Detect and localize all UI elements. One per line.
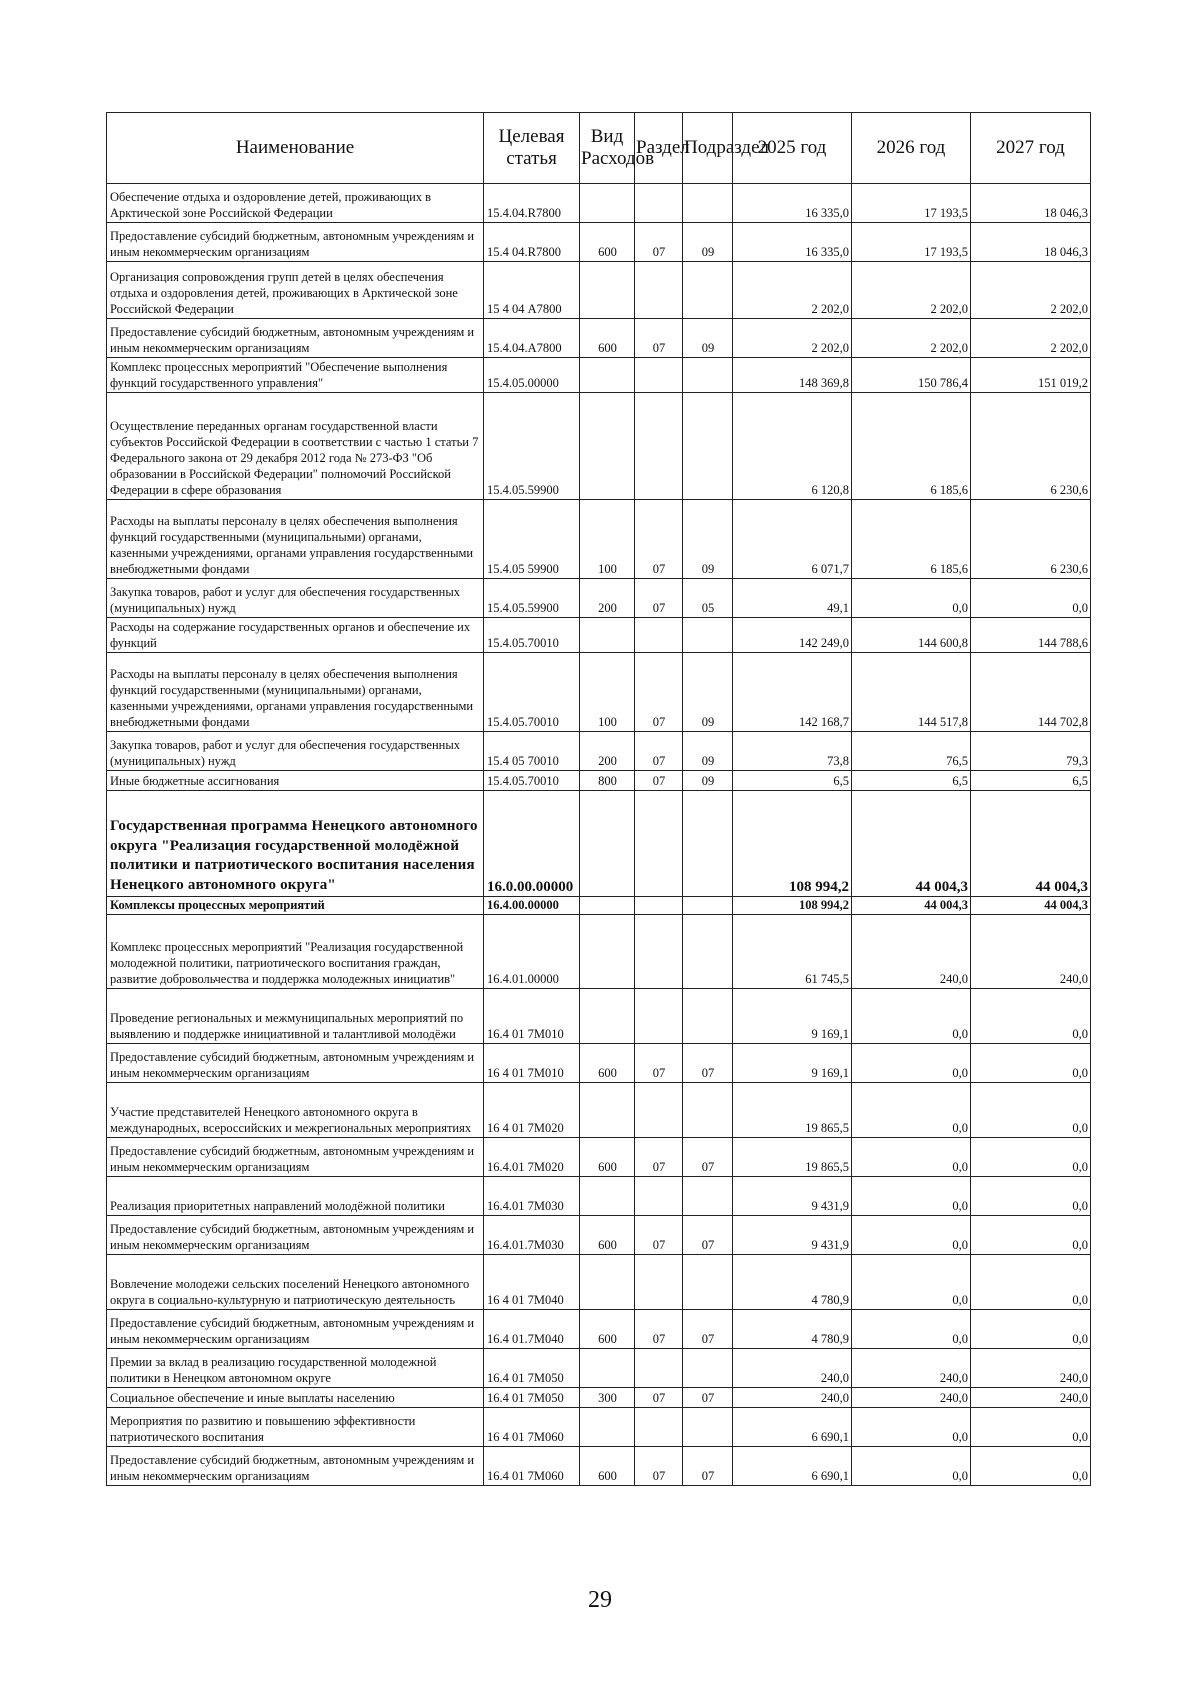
row-target-code: 15.4.04.R7800 (484, 184, 580, 223)
row-value-2025: 142 168,7 (733, 653, 852, 732)
row-section (635, 262, 683, 319)
row-section: 07 (635, 1388, 683, 1408)
row-value-2026: 0,0 (852, 1447, 971, 1486)
table-row (107, 771, 1091, 791)
row-section: 07 (635, 732, 683, 771)
row-value-2025: 4 780,9 (733, 1255, 852, 1310)
table-row (107, 1216, 1091, 1255)
row-subsection (683, 393, 733, 500)
row-value-2026: 6 185,6 (852, 500, 971, 579)
row-name: Предоставление субсидий бюджетным, автономным учреждениям и иным некоммерческим организациям (107, 1216, 484, 1255)
table-row (107, 1349, 1091, 1388)
row-section: 07 (635, 1310, 683, 1349)
row-value-2027: 0,0 (971, 1138, 1091, 1177)
row-expense-type (580, 915, 635, 989)
row-value-2027: 18 046,3 (971, 223, 1091, 262)
row-section: 07 (635, 1216, 683, 1255)
row-name: Участие представителей Ненецкого автономного округа в международных, всероссийских и межрегиональных мероприятиях (107, 1083, 484, 1138)
row-target-code: 16.4 01 7М050 (484, 1349, 580, 1388)
row-name: Иные бюджетные ассигнования (107, 771, 484, 791)
row-target-code: 16 4 01 7М040 (484, 1255, 580, 1310)
row-subsection: 07 (683, 1044, 733, 1083)
row-target-code: 15.4.05 59900 (484, 500, 580, 579)
row-section: 07 (635, 1044, 683, 1083)
row-subsection (683, 915, 733, 989)
row-target-code: 16 4 01 7М060 (484, 1408, 580, 1447)
row-value-2027: 44 004,3 (971, 791, 1091, 897)
row-expense-type (580, 1255, 635, 1310)
row-value-2025: 108 994,2 (733, 791, 852, 897)
row-value-2026: 44 004,3 (852, 897, 971, 915)
row-name: Обеспечение отдыха и оздоровление детей, проживающих в Арктической зоне Российской Федерации (107, 184, 484, 223)
row-target-code: 16.0.00.00000 (484, 791, 580, 897)
row-name: Расходы на содержание государственных органов и обеспечение их функций (107, 618, 484, 653)
row-value-2026: 0,0 (852, 1138, 971, 1177)
row-section (635, 791, 683, 897)
row-subsection (683, 184, 733, 223)
row-section: 07 (635, 500, 683, 579)
row-section (635, 358, 683, 393)
row-subsection: 09 (683, 319, 733, 358)
row-name: Предоставление субсидий бюджетным, автономным учреждениям и иным некоммерческим организациям (107, 1447, 484, 1486)
row-value-2026: 17 193,5 (852, 184, 971, 223)
row-target-code: 15.4.04.А7800 (484, 319, 580, 358)
table-row (107, 1447, 1091, 1486)
table-row (107, 1408, 1091, 1447)
table-row (107, 791, 1091, 897)
row-value-2025: 6 120,8 (733, 393, 852, 500)
table-row (107, 1044, 1091, 1083)
col-header-expense-type: Вид Расходов (580, 113, 635, 184)
row-target-code: 16.4.01 7М030 (484, 1177, 580, 1216)
row-value-2026: 240,0 (852, 1349, 971, 1388)
row-subsection (683, 791, 733, 897)
row-target-code: 15.4 05 70010 (484, 732, 580, 771)
row-target-code: 15.4.05.70010 (484, 653, 580, 732)
row-value-2027: 0,0 (971, 579, 1091, 618)
row-value-2026: 150 786,4 (852, 358, 971, 393)
row-value-2026: 6 185,6 (852, 393, 971, 500)
table-header-row (107, 113, 1091, 184)
row-value-2025: 16 335,0 (733, 184, 852, 223)
table-row (107, 223, 1091, 262)
row-expense-type (580, 358, 635, 393)
row-target-code: 15.4.05.70010 (484, 618, 580, 653)
table-row (107, 989, 1091, 1044)
row-subsection (683, 358, 733, 393)
row-subsection: 09 (683, 500, 733, 579)
row-target-code: 16.4 01 7М050 (484, 1388, 580, 1408)
row-subsection: 09 (683, 732, 733, 771)
row-value-2025: 6 690,1 (733, 1447, 852, 1486)
row-value-2027: 0,0 (971, 1447, 1091, 1486)
table-row (107, 500, 1091, 579)
table-row (107, 897, 1091, 915)
row-value-2027: 0,0 (971, 1177, 1091, 1216)
row-expense-type (580, 1177, 635, 1216)
row-subsection (683, 1177, 733, 1216)
row-value-2026: 144 517,8 (852, 653, 971, 732)
row-name: Предоставление субсидий бюджетным, автономным учреждениям и иным некоммерческим организациям (107, 1044, 484, 1083)
row-target-code: 15.4 04.R7800 (484, 223, 580, 262)
row-value-2026: 0,0 (852, 1216, 971, 1255)
row-value-2025: 240,0 (733, 1388, 852, 1408)
row-section: 07 (635, 579, 683, 618)
row-value-2025: 9 169,1 (733, 1044, 852, 1083)
row-value-2026: 0,0 (852, 1255, 971, 1310)
table-row (107, 1138, 1091, 1177)
col-header-section: Раздел (635, 113, 683, 184)
row-value-2027: 144 702,8 (971, 653, 1091, 732)
row-target-code: 15.4.05.59900 (484, 393, 580, 500)
table-row (107, 393, 1091, 500)
row-value-2027: 2 202,0 (971, 319, 1091, 358)
row-value-2026: 2 202,0 (852, 262, 971, 319)
row-value-2025: 6 071,7 (733, 500, 852, 579)
row-name: Расходы на выплаты персоналу в целях обеспечения выполнения функций государственными (муниципальными) органами, казенными учреждениями, органами управления государственными внебюджетными фондами (107, 653, 484, 732)
row-expense-type: 200 (580, 579, 635, 618)
table-row (107, 1083, 1091, 1138)
row-expense-type (580, 618, 635, 653)
row-value-2025: 2 202,0 (733, 319, 852, 358)
row-expense-type: 200 (580, 732, 635, 771)
row-name: Реализация приоритетных направлений молодёжной политики (107, 1177, 484, 1216)
row-value-2027: 18 046,3 (971, 184, 1091, 223)
row-value-2025: 148 369,8 (733, 358, 852, 393)
row-target-code: 16.4.01 7М020 (484, 1138, 580, 1177)
row-subsection: 09 (683, 653, 733, 732)
row-name: Организация сопровождения групп детей в целях обеспечения отдыха и оздоровления детей, проживающих в Арктической зоне Российской Федерации (107, 262, 484, 319)
row-value-2027: 151 019,2 (971, 358, 1091, 393)
table-body (107, 184, 1091, 1486)
row-value-2027: 79,3 (971, 732, 1091, 771)
row-value-2026: 0,0 (852, 1177, 971, 1216)
row-value-2027: 0,0 (971, 1216, 1091, 1255)
row-section (635, 1083, 683, 1138)
row-name: Закупка товаров, работ и услуг для обеспечения государственных (муниципальных) нужд (107, 579, 484, 618)
row-value-2025: 240,0 (733, 1349, 852, 1388)
row-value-2025: 49,1 (733, 579, 852, 618)
row-target-code: 16.4 01.7М040 (484, 1310, 580, 1349)
row-value-2025: 108 994,2 (733, 897, 852, 915)
row-value-2027: 2 202,0 (971, 262, 1091, 319)
row-value-2026: 0,0 (852, 1310, 971, 1349)
page-number: 29 (588, 1587, 612, 1613)
row-expense-type: 300 (580, 1388, 635, 1408)
row-value-2027: 6,5 (971, 771, 1091, 791)
row-expense-type (580, 897, 635, 915)
row-name: Предоставление субсидий бюджетным, автономным учреждениям и иным некоммерческим организациям (107, 1310, 484, 1349)
col-header-2025: 2025 год (733, 113, 852, 184)
row-value-2026: 0,0 (852, 989, 971, 1044)
row-value-2026: 144 600,8 (852, 618, 971, 653)
row-subsection (683, 1083, 733, 1138)
row-subsection: 07 (683, 1216, 733, 1255)
row-target-code: 16 4 01 7М020 (484, 1083, 580, 1138)
table-row (107, 915, 1091, 989)
row-section (635, 915, 683, 989)
row-expense-type: 600 (580, 1447, 635, 1486)
row-subsection: 07 (683, 1310, 733, 1349)
row-section (635, 184, 683, 223)
row-subsection: 09 (683, 223, 733, 262)
row-section: 07 (635, 223, 683, 262)
table-row (107, 319, 1091, 358)
row-value-2025: 142 249,0 (733, 618, 852, 653)
row-subsection (683, 989, 733, 1044)
table-row (107, 618, 1091, 653)
row-value-2027: 0,0 (971, 1083, 1091, 1138)
row-section: 07 (635, 771, 683, 791)
row-target-code: 15.4.05.70010 (484, 771, 580, 791)
row-subsection (683, 262, 733, 319)
row-section (635, 989, 683, 1044)
row-expense-type (580, 1083, 635, 1138)
row-value-2025: 73,8 (733, 732, 852, 771)
row-value-2027: 240,0 (971, 1388, 1091, 1408)
row-section (635, 897, 683, 915)
row-name: Комплексы процессных мероприятий (107, 897, 484, 915)
row-expense-type (580, 1349, 635, 1388)
row-value-2026: 240,0 (852, 915, 971, 989)
row-value-2026: 76,5 (852, 732, 971, 771)
row-value-2025: 4 780,9 (733, 1310, 852, 1349)
row-target-code: 15 4 04 А7800 (484, 262, 580, 319)
row-expense-type: 800 (580, 771, 635, 791)
row-subsection (683, 618, 733, 653)
row-target-code: 16.4.00.00000 (484, 897, 580, 915)
row-name: Предоставление субсидий бюджетным, автономным учреждениям и иным некоммерческим организациям (107, 223, 484, 262)
table-row (107, 732, 1091, 771)
row-subsection: 05 (683, 579, 733, 618)
col-header-name: Наименование (107, 113, 484, 184)
row-expense-type: 600 (580, 1044, 635, 1083)
row-subsection: 09 (683, 771, 733, 791)
row-expense-type (580, 262, 635, 319)
row-value-2025: 6 690,1 (733, 1408, 852, 1447)
row-expense-type (580, 989, 635, 1044)
row-section (635, 1349, 683, 1388)
row-value-2025: 19 865,5 (733, 1138, 852, 1177)
row-expense-type (580, 1408, 635, 1447)
row-value-2027: 0,0 (971, 1255, 1091, 1310)
row-target-code: 15.4.05.00000 (484, 358, 580, 393)
row-target-code: 16.4 01 7М060 (484, 1447, 580, 1486)
row-value-2027: 6 230,6 (971, 393, 1091, 500)
col-header-target: Целевая статья (484, 113, 580, 184)
row-target-code: 16.4.01.7М030 (484, 1216, 580, 1255)
col-header-2026: 2026 год (852, 113, 971, 184)
table-row (107, 262, 1091, 319)
row-value-2027: 44 004,3 (971, 897, 1091, 915)
row-name: Социальное обеспечение и иные выплаты населению (107, 1388, 484, 1408)
table-row (107, 653, 1091, 732)
row-value-2025: 6,5 (733, 771, 852, 791)
row-expense-type (580, 393, 635, 500)
row-name: Комплекс процессных мероприятий "Обеспечение выполнения функций государственного управления" (107, 358, 484, 393)
row-value-2026: 0,0 (852, 579, 971, 618)
row-value-2026: 240,0 (852, 1388, 971, 1408)
row-expense-type: 600 (580, 319, 635, 358)
row-expense-type: 100 (580, 500, 635, 579)
row-value-2027: 0,0 (971, 1408, 1091, 1447)
row-value-2026: 44 004,3 (852, 791, 971, 897)
row-value-2027: 240,0 (971, 1349, 1091, 1388)
table-row (107, 358, 1091, 393)
row-expense-type (580, 184, 635, 223)
row-value-2025: 9 431,9 (733, 1216, 852, 1255)
row-section: 07 (635, 653, 683, 732)
row-value-2026: 0,0 (852, 1408, 971, 1447)
budget-table (106, 112, 1091, 1486)
row-subsection: 07 (683, 1388, 733, 1408)
row-expense-type: 600 (580, 1216, 635, 1255)
table-row (107, 1388, 1091, 1408)
row-value-2027: 0,0 (971, 1310, 1091, 1349)
row-section: 07 (635, 1138, 683, 1177)
row-name: Предоставление субсидий бюджетным, автономным учреждениям и иным некоммерческим организациям (107, 319, 484, 358)
table-row (107, 184, 1091, 223)
row-subsection: 07 (683, 1447, 733, 1486)
row-value-2025: 16 335,0 (733, 223, 852, 262)
row-section (635, 1177, 683, 1216)
row-value-2025: 9 169,1 (733, 989, 852, 1044)
row-expense-type: 600 (580, 1310, 635, 1349)
row-target-code: 15.4.05.59900 (484, 579, 580, 618)
row-subsection (683, 1255, 733, 1310)
row-subsection (683, 897, 733, 915)
table-row (107, 1255, 1091, 1310)
row-subsection (683, 1408, 733, 1447)
row-expense-type (580, 791, 635, 897)
row-value-2026: 0,0 (852, 1044, 971, 1083)
row-expense-type: 100 (580, 653, 635, 732)
row-value-2027: 144 788,6 (971, 618, 1091, 653)
row-value-2025: 19 865,5 (733, 1083, 852, 1138)
row-name: Комплекс процессных мероприятий "Реализация государственной молодежной политики, патриотического воспитания граждан, развитие добровольчества и поддержка молодежных инициатив" (107, 915, 484, 989)
row-name: Вовлечение молодежи сельских поселений Ненецкого автономного округа в социально-культурную и патриотическую деятельность (107, 1255, 484, 1310)
row-value-2026: 6,5 (852, 771, 971, 791)
row-value-2025: 2 202,0 (733, 262, 852, 319)
row-name: Предоставление субсидий бюджетным, автономным учреждениям и иным некоммерческим организациям (107, 1138, 484, 1177)
row-value-2027: 0,0 (971, 989, 1091, 1044)
row-section (635, 393, 683, 500)
row-value-2027: 0,0 (971, 1044, 1091, 1083)
row-target-code: 16.4.01.00000 (484, 915, 580, 989)
row-name: Расходы на выплаты персоналу в целях обеспечения выполнения функций государственными (муниципальными) органами, казенными учреждениями, органами управления государственными внебюджетными фондами (107, 500, 484, 579)
row-section (635, 1255, 683, 1310)
table-row (107, 1310, 1091, 1349)
table-row (107, 1177, 1091, 1216)
row-target-code: 16 4 01 7М010 (484, 1044, 580, 1083)
row-value-2026: 2 202,0 (852, 319, 971, 358)
row-value-2027: 240,0 (971, 915, 1091, 989)
row-name: Мероприятия по развитию и повышению эффективности патриотического воспитания (107, 1408, 484, 1447)
row-name: Премии за вклад в реализацию государственной молодежной политики в Ненецком автономном округе (107, 1349, 484, 1388)
row-value-2025: 61 745,5 (733, 915, 852, 989)
row-section: 07 (635, 1447, 683, 1486)
row-value-2026: 0,0 (852, 1083, 971, 1138)
table-row (107, 579, 1091, 618)
row-name: Осуществление переданных органам государственной власти субъектов Российской Федерации в соответствии с частью 1 статьи 7 Федерального закона от 29 декабря 2012 года № 273-ФЗ "Об образовании в Российской Федерации" полномочий Российской Федерации в сфере образования (107, 393, 484, 500)
col-header-subsection: Подраздел (683, 113, 733, 184)
row-expense-type: 600 (580, 1138, 635, 1177)
row-expense-type: 600 (580, 223, 635, 262)
row-section (635, 1408, 683, 1447)
row-value-2026: 17 193,5 (852, 223, 971, 262)
row-name: Государственная программа Ненецкого автономного округа "Реализация государственной молодёжной политики и патриотического воспитания населения Ненецкого автономного округа" (107, 791, 484, 897)
row-section (635, 618, 683, 653)
row-name: Проведение региональных и межмуниципальных мероприятий по выявлению и поддержке инициативной и талантливой молодёжи (107, 989, 484, 1044)
row-subsection (683, 1349, 733, 1388)
row-value-2025: 9 431,9 (733, 1177, 852, 1216)
row-name: Закупка товаров, работ и услуг для обеспечения государственных (муниципальных) нужд (107, 732, 484, 771)
col-header-2027: 2027 год (971, 113, 1091, 184)
row-value-2027: 6 230,6 (971, 500, 1091, 579)
row-section: 07 (635, 319, 683, 358)
row-subsection: 07 (683, 1138, 733, 1177)
row-target-code: 16.4 01 7М010 (484, 989, 580, 1044)
